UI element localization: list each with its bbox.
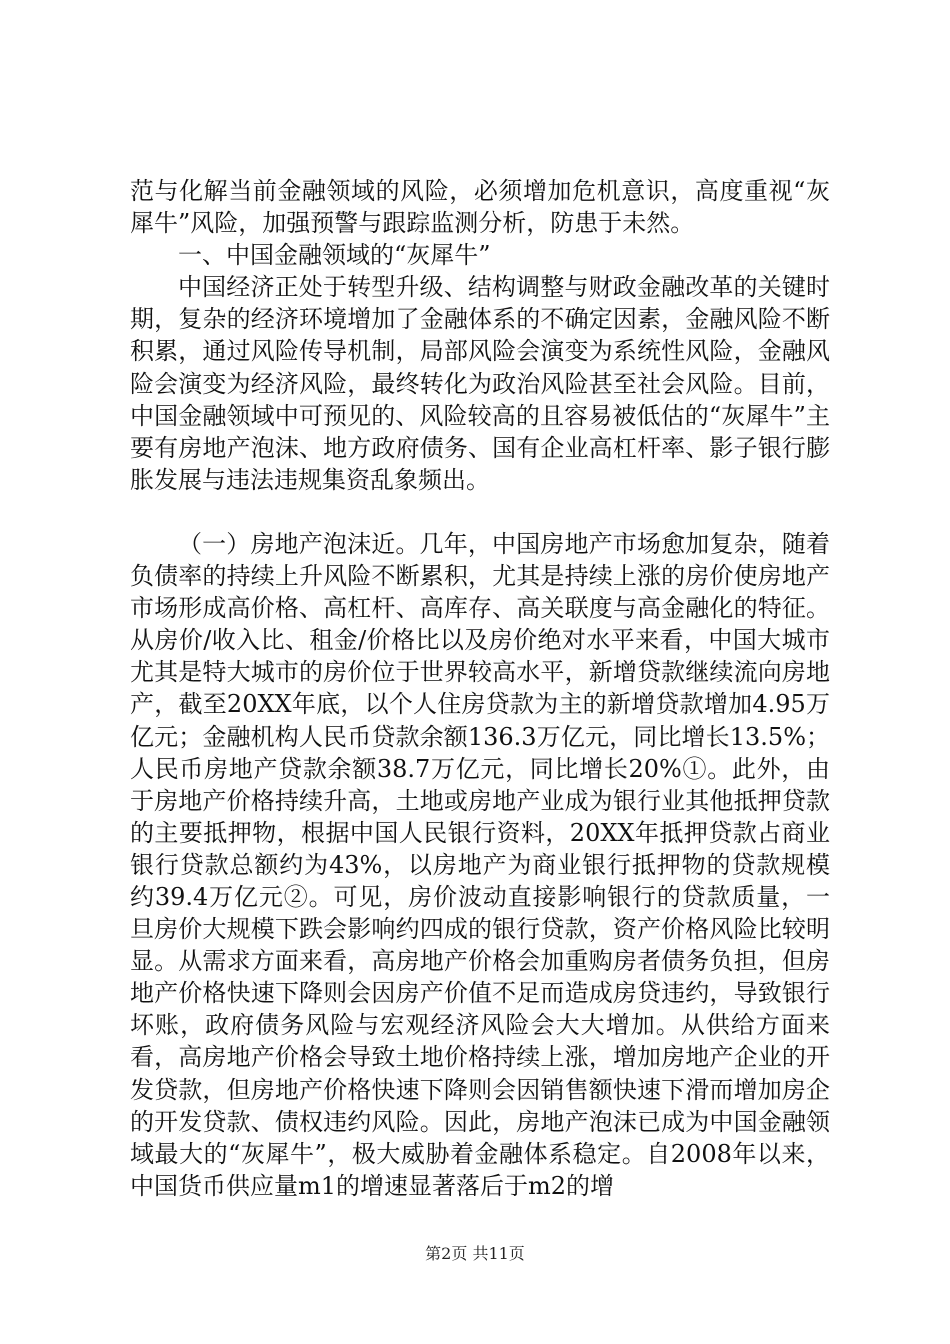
paragraph-overview: 中国经济正处于转型升级、结构调整与财政金融改革的关键时期，复杂的经济环境增加了金融体系的不确定因素，金融风险不断积累，通过风险传导机制，局部风险会演变为系统性风险，金融风险会演变为经济风险，最终转化为政治风险甚至社会风险。目前，中国金融领域中可预见的、风险较高的且容易被低估的“灰犀牛”主要有房地产泡沫、地方政府债务、国有企业高杠杆率、影子银行膨胀发展与违法违规集资乱象频出。: [130, 273, 830, 494]
page-number-footer: 第2页 共11页: [425, 1244, 525, 1263]
paragraph-real-estate-bubble: （一）房地产泡沫近。几年，中国房地产市场愈加复杂，随着负债率的持续上升风险不断累积，尤其是持续上涨的房价使房地产市场形成高价格、高杠杆、高库存、高关联度与高金融化的特征。从房价/收入比、租金/价格比以及房价绝对水平来看，中国大城市尤其是特大城市的房价位于世界较高水平，新增贷款继续流向房地产，截至20XX年底，以个人住房贷款为主的新增贷款增加4.95万亿元；金融机构人民币贷款余额136.3万亿元，同比增长13.5%；人民币房地产贷款余额38.7万亿元，同比增长20%①。此外，由于房地产价格持续升高，土地或房地产业成为银行业其他抵押贷款的主要抵押物，根据中国人民银行资料，20XX年抵押贷款占商业银行贷款总额约为43%，以房地产为商业银行抵押物的贷款规模约39.4万亿元②。可见，房价波动直接影响银行的贷款质量，一旦房价大规模下跌会影响约四成的银行贷款，资产价格风险比较明显。从需求方面来看，高房地产价格会加重购房者债务负担，但房地产价格快速下降则会因房产价值不足而造成房贷违约，导致银行坏账，政府债务风险与宏观经济风险会大大增加。从供给方面来看，高房地产价格会导致土地价格持续上涨，增加房地产企业的开发贷款，但房地产价格快速下降则会因销售额快速下滑而增加房企的开发贷款、债权违约风险。因此，房地产泡沫已成为中国金融领域最大的“灰犀牛”，极大威胁着金融体系稳定。自2008年以来，中国货币供应量m1的增速显著落后于m2的增: [130, 529, 830, 1200]
document-body: [130, 175, 830, 1202]
paragraph-intro-continuation: 范与化解当前金融领域的风险，必须增加危机意识，高度重视“灰犀牛”风险，加强预警与跟踪监测分析，防患于未然。: [130, 177, 830, 238]
section-heading: 一、中国金融领域的“灰犀牛”: [178, 241, 491, 270]
